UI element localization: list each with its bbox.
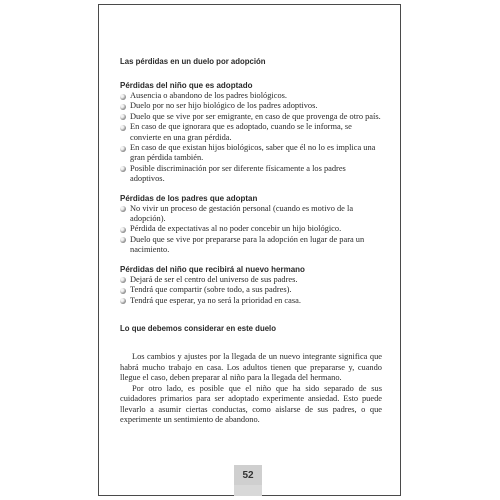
bullet-icon — [120, 277, 126, 283]
bullet-icon — [120, 227, 126, 233]
list-item: Duelo que se vive por ser emigrante, en caso de que provenga de otro país. — [120, 112, 382, 122]
list-item: En caso de que ignorara que es adoptado, cuando se le informa, se convierte en una gran pérdida. — [120, 122, 382, 143]
bullet-icon — [120, 114, 126, 120]
bullet-icon — [120, 237, 126, 243]
list-item: En caso de que existan hijos biológicos, saber que él no lo es implica una gran pérdida también. — [120, 143, 382, 164]
bullet-icon — [120, 125, 126, 131]
page-content — [120, 57, 382, 426]
body-paragraph: Por otro lado, es posible que el niño que ha sido separado de sus cuidadores primarios para ser adoptado experimente ansiedad. Esto puede llevarlo a asumir ciertas conductas, como aislarse de sus padres, o que experimente un sentimiento de abandono. — [120, 383, 382, 425]
section-title-considerations: Lo que debemos considerar en este duelo — [120, 323, 276, 333]
page-number: 52 — [234, 465, 262, 485]
sibling-losses-list — [120, 275, 382, 306]
section-title-losses: Las pérdidas en un duelo por adopción — [120, 57, 266, 66]
list-item: Duelo que se vive por prepararse para la adopción en lugar de para un nacimiento. — [120, 235, 382, 256]
list-item: Tendrá que esperar, ya no será la prioridad en casa. — [120, 296, 382, 306]
subheading-parent-losses: Pérdidas de los padres que adoptan — [120, 193, 258, 203]
bullet-icon — [120, 166, 126, 172]
list-item: Tendrá que compartir (sobre todo, a sus padres). — [120, 285, 382, 295]
list-item: Ausencia o abandono de los padres biológicos. — [120, 91, 382, 101]
bullet-icon — [120, 104, 126, 110]
bullet-icon — [120, 94, 126, 100]
list-item: Dejará de ser el centro del universo de sus padres. — [120, 275, 382, 285]
bullet-icon — [120, 146, 126, 152]
bullet-icon — [120, 288, 126, 294]
child-losses-list — [120, 91, 382, 185]
subheading-child-losses: Pérdidas del niño que es adoptado — [120, 81, 253, 90]
parent-losses-list — [120, 204, 382, 256]
list-item: Pérdida de expectativas al no poder concebir un hijo biológico. — [120, 224, 382, 234]
page-tab-decoration — [234, 485, 262, 496]
subheading-sibling-losses: Pérdidas del niño que recibirá al nuevo hermano — [120, 264, 305, 274]
book-page — [98, 4, 401, 496]
list-item: Posible discriminación por ser diferente físicamente a los padres adoptivos. — [120, 164, 382, 185]
list-item: Duelo por no ser hijo biológico de los padres adoptivos. — [120, 101, 382, 111]
list-item: No vivir un proceso de gestación personal (cuando es motivo de la adopción). — [120, 204, 382, 225]
bullet-icon — [120, 206, 126, 212]
body-paragraph: Los cambios y ajustes por la llegada de un nuevo integrante significa que habrá mucho trabajo en casa. Los adultos tienen que prepararse y, cuando llegue el caso, deben preparar al niño para la llegada del hermano. — [120, 351, 382, 383]
bullet-icon — [120, 298, 126, 304]
